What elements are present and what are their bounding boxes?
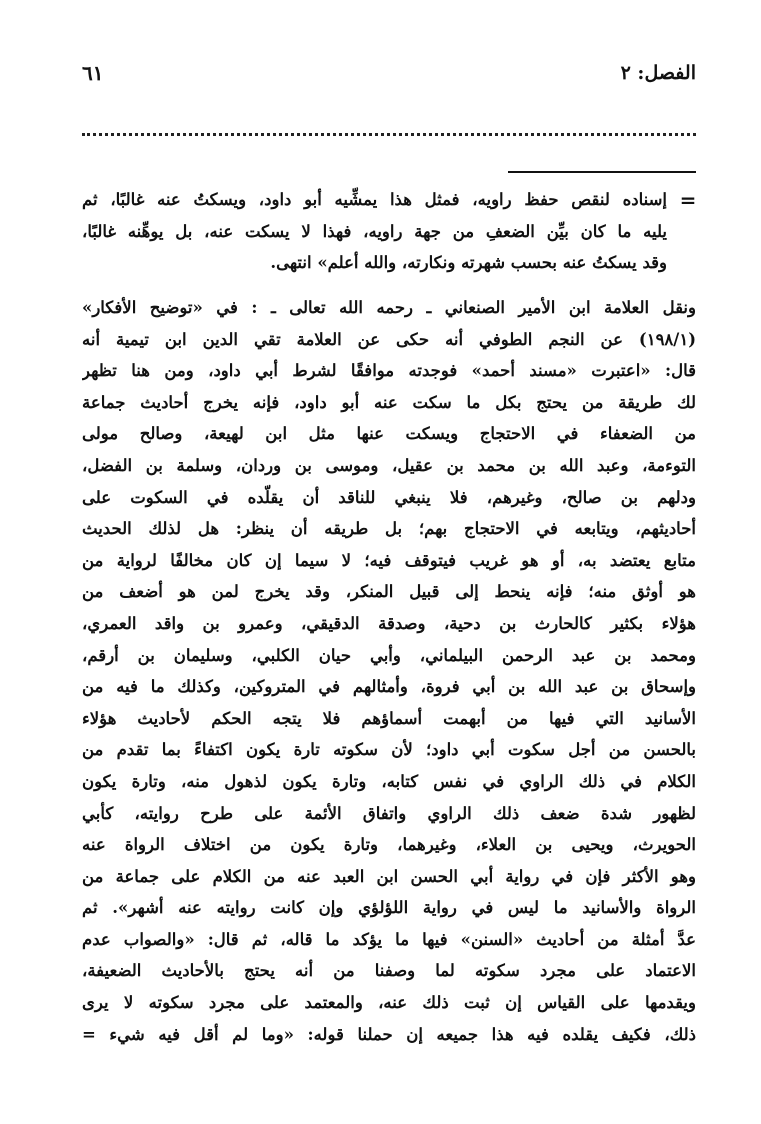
text-line: هو أوثق منه؛ فإنه ينحط إلى قبيل المنكر، وقد يخرج لمن هو أضعف من — [82, 582, 696, 602]
text-line: عدَّ أمثلة من أحاديث «السنن» فيها ما يؤكد ما قاله، ثم قال: «والصواب عدم — [82, 929, 696, 949]
text-line: التوءمة، وعبد الله بن محمد بن عقيل، وموسى بن وردان، وسلمة بن الفضل، — [82, 455, 696, 475]
footnote-continuation — [82, 184, 667, 279]
dotted-separator — [82, 133, 696, 136]
continuation-mark: = — [679, 188, 697, 212]
text-line: الرواة والأسانيد ما ليس في رواية اللؤلؤي وإن كانت روايته عنه أشهر». ثم — [82, 898, 696, 918]
text-line: أحاديثهم، ويتابعه في الاحتجاج بهم؛ بل طريقه أن ينظر: هل لذلك الحديث — [82, 519, 696, 539]
main-paragraph — [82, 292, 696, 1050]
chapter-title: الفصل: ٢ — [620, 62, 696, 84]
text-line: الاعتماد على مجرد سكوته لما وصفنا من أنه يحتج بالأحاديث الضعيفة، — [82, 961, 696, 981]
text-line: لك طريقة من يحتج بكل ما سكت عنه أبو داود، فإنه يخرج أحاديث جماعة — [82, 392, 696, 412]
page-number: ٦١ — [82, 61, 104, 85]
text-line: إسناده لنقص حفظ راويه، فمثل هذا يمشِّيه أبو داود، ويسكتُ عنه غالبًا، ثم — [82, 190, 667, 209]
text-line: ونقل العلامة ابن الأمير الصنعاني ـ رحمه الله تعالى ـ : في «توضيح الأفكار» — [82, 298, 696, 317]
text-line: ودلهم بن صالح، وغيرهم، فلا ينبغي للناقد أن يقلّده في السكوت على — [82, 487, 696, 507]
text-line: وإسحاق بن عبد الله بن أبي فروة، وأمثالهم في المتروكين، وكذلك ما فيه من — [82, 677, 696, 697]
text-line: (١٩٨/١) عن النجم الطوفي أنه حكى عن العلامة تقي الدين ابن تيمية أنه — [82, 329, 696, 349]
text-line: ومحمد بن عبد الرحمن البيلماني، وأبي حيان الكلبي، وسليمان بن أرقم، — [82, 645, 696, 665]
text-line: ويقدمها على القياس إن ثبت ذلك عنه، والمعتمد على مجرد سكوته لا يرى — [82, 993, 696, 1013]
text-line: الكلام في ذلك الراوي في نفس كتابه، وتارة يكون لذهول منه، وتارة يكون — [82, 771, 696, 791]
text-line: يليه ما كان بيِّن الضعفِ من جهة راويه، فهذا لا يسكت عنه، بل يوهِّنه غالبًا، — [82, 221, 667, 241]
text-line: وهو الأكثر فإن في رواية أبي الحسن ابن العبد عنه من الكلام على جماعة من — [82, 866, 696, 886]
text-line: من الضعفاء في الاحتجاج ويسكت عنها مثل ابن لهيعة، وصالح مولى — [82, 424, 696, 444]
text-line: بالحسن من أجل سكوت أبي داود؛ لأن سكوته تارة يكون اكتفاءً بما تقدم من — [82, 740, 696, 760]
footnote-rule — [508, 171, 696, 173]
running-header — [82, 58, 696, 88]
text-line: ذلك، فكيف يقلده فيه هذا جميعه إن حملنا قوله: «وما لم أقل فيه شيء = — [82, 1024, 696, 1044]
text-line: متابع يعتضد به، أو هو غريب فيتوقف فيه؛ لا سيما إن كان مخالفًا لرواية من — [82, 550, 696, 570]
text-line: الأسانيد التي فيها من أبهمت أسماؤهم فلا يتجه الحكم لأحاديث هؤلاء — [82, 708, 696, 728]
text-line: لظهور شدة ضعف ذلك الراوي واتفاق الأئمة على طرح روايته، كأبي — [82, 803, 696, 823]
text-line: الحويرث، ويحيى بن العلاء، وغيرهما، وتارة يكون من اختلاف الرواة عنه — [82, 835, 696, 855]
text-line: وقد يسكتُ عنه بحسب شهرته ونكارته، والله أعلم» انتهى. — [270, 253, 667, 273]
text-line: هؤلاء بكثير كالحارث بن دحية، وصدقة الدقيقي، وعمرو بن واقد العمري، — [82, 613, 696, 633]
text-line: قال: «اعتبرت «مسند أحمد» فوجدته موافقًا لشرط أبي داود، ومن هنا تظهر — [82, 361, 696, 381]
